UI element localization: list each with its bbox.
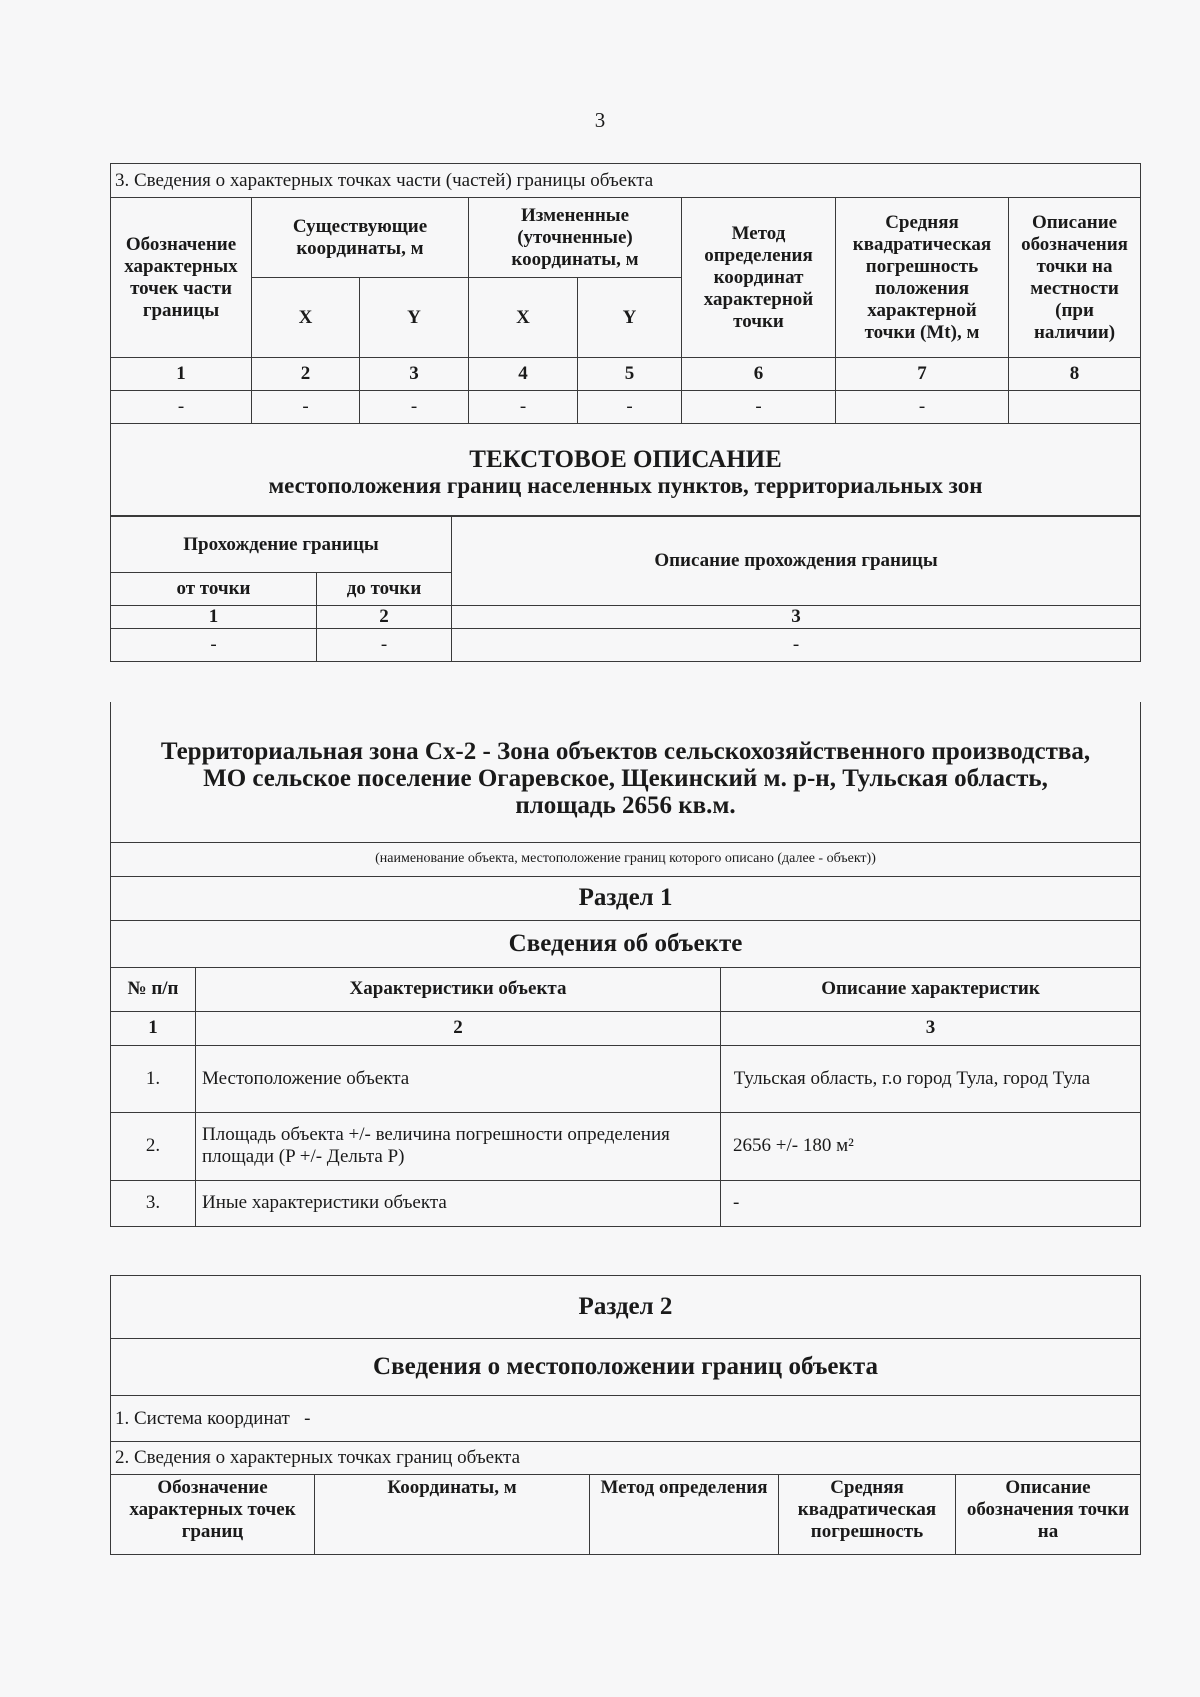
section1-subtitle: Сведения об объекте bbox=[111, 920, 1141, 967]
header-coordinates: Координаты, м bbox=[315, 1475, 590, 1555]
col-number: 1 bbox=[111, 1011, 196, 1045]
row-number: 2. bbox=[111, 1112, 196, 1180]
cell: - bbox=[469, 391, 578, 424]
header-characteristic: Характеристики объекта bbox=[196, 967, 721, 1011]
cell bbox=[1009, 391, 1141, 424]
characteristic-value: - bbox=[721, 1180, 1141, 1226]
col-number: 7 bbox=[836, 358, 1009, 391]
table-row bbox=[111, 391, 1141, 424]
table-row bbox=[111, 1180, 1141, 1226]
characteristic-name: Иные характеристики объекта bbox=[196, 1180, 721, 1226]
header-passage-description: Описание прохождения границы bbox=[452, 517, 1141, 606]
object-name: Территориальная зона Сх-2 - Зона объектов сельскохозяйственного производства, МО сельское поселение Огаревское, Щекинский м. р-н, Тульская область, площадь 2656 кв.м. bbox=[111, 702, 1141, 842]
header-method: Метод определения bbox=[590, 1475, 779, 1555]
cell: - bbox=[682, 391, 836, 424]
header-characteristic-description: Описание характеристик bbox=[721, 967, 1141, 1011]
row-number: 1. bbox=[111, 1045, 196, 1112]
text-description-title: ТЕКСТОВОЕ ОПИСАНИЕ bbox=[469, 445, 782, 473]
header-y-changed: Y bbox=[578, 278, 682, 358]
section2-subtitle: Сведения о местоположении границ объекта bbox=[111, 1339, 1141, 1396]
header-passage: Прохождение границы bbox=[111, 517, 452, 573]
cell: - bbox=[111, 391, 252, 424]
col-number: 3 bbox=[452, 606, 1141, 629]
header-x-existing: X bbox=[252, 278, 360, 358]
column-numbers-row bbox=[111, 358, 1141, 391]
cell: - bbox=[111, 629, 317, 662]
header-boundary-designation: Обозначение характерных точек границ bbox=[111, 1475, 315, 1555]
col-number: 3 bbox=[721, 1011, 1141, 1045]
boundary-passage-table bbox=[110, 516, 1141, 662]
part-points-title: 3. Сведения о характерных точках части (частей) границы объекта bbox=[111, 164, 1141, 198]
characteristic-value: Тульская область, г.о город Тула, город Тула bbox=[721, 1045, 1141, 1112]
section1-title: Раздел 1 bbox=[111, 876, 1141, 920]
table-row bbox=[111, 1112, 1141, 1180]
part-points-table bbox=[110, 163, 1141, 516]
header-x-changed: X bbox=[469, 278, 578, 358]
header-y-existing: Y bbox=[360, 278, 469, 358]
col-number: 5 bbox=[578, 358, 682, 391]
col-number: 1 bbox=[111, 358, 252, 391]
col-number: 1 bbox=[111, 606, 317, 629]
section2-title: Раздел 2 bbox=[111, 1276, 1141, 1339]
characteristic-value: 2656 +/- 180 м² bbox=[721, 1112, 1141, 1180]
col-number: 2 bbox=[196, 1011, 721, 1045]
table-row bbox=[111, 1045, 1141, 1112]
table-row bbox=[111, 629, 1141, 662]
text-description-subtitle: местоположения границ населенных пунктов, территориальных зон bbox=[268, 472, 983, 498]
cell: - bbox=[452, 629, 1141, 662]
characteristic-name: Площадь объекта +/- величина погрешности определения площади (P +/- Дельта P) bbox=[196, 1112, 721, 1180]
col-number: 6 bbox=[682, 358, 836, 391]
cell: - bbox=[578, 391, 682, 424]
header-error: Средняя квадратическая погрешность положения характерной точки (Mt), м bbox=[836, 198, 1009, 358]
section2-table bbox=[110, 1275, 1141, 1555]
col-number: 8 bbox=[1009, 358, 1141, 391]
header-designation: Обозначение характерных точек части границы bbox=[111, 198, 252, 358]
header-existing: Существующие координаты, м bbox=[252, 198, 469, 278]
boundary-points-title: 2. Сведения о характерных точках границ объекта bbox=[111, 1442, 1141, 1475]
cell: - bbox=[836, 391, 1009, 424]
characteristic-name: Местоположение объекта bbox=[196, 1045, 721, 1112]
section1-table bbox=[110, 702, 1141, 1227]
text-description-heading bbox=[111, 424, 1141, 516]
col-number: 2 bbox=[252, 358, 360, 391]
row-number: 3. bbox=[111, 1180, 196, 1226]
col-number: 2 bbox=[317, 606, 452, 629]
header-description: Описание обозначения точки на местности (при наличии) bbox=[1009, 198, 1141, 358]
header-method: Метод определения координат характерной точки bbox=[682, 198, 836, 358]
col-number: 4 bbox=[469, 358, 578, 391]
header-changed: Измененные (уточненные) координаты, м bbox=[469, 198, 682, 278]
page-number: 3 bbox=[594, 108, 606, 132]
object-caption: (наименование объекта, местоположение границ которого описано (далее - объект)) bbox=[111, 842, 1141, 876]
cell: - bbox=[360, 391, 469, 424]
header-from-point: от точки bbox=[111, 573, 317, 606]
header-number: № п/п bbox=[111, 967, 196, 1011]
col-number: 3 bbox=[360, 358, 469, 391]
coordinate-system: 1. Система координат - bbox=[111, 1396, 1141, 1442]
cell: - bbox=[317, 629, 452, 662]
header-point-description: Описание обозначения точки на bbox=[956, 1475, 1141, 1555]
cell: - bbox=[252, 391, 360, 424]
header-error: Средняя квадратическая погрешность bbox=[779, 1475, 956, 1555]
header-to-point: до точки bbox=[317, 573, 452, 606]
